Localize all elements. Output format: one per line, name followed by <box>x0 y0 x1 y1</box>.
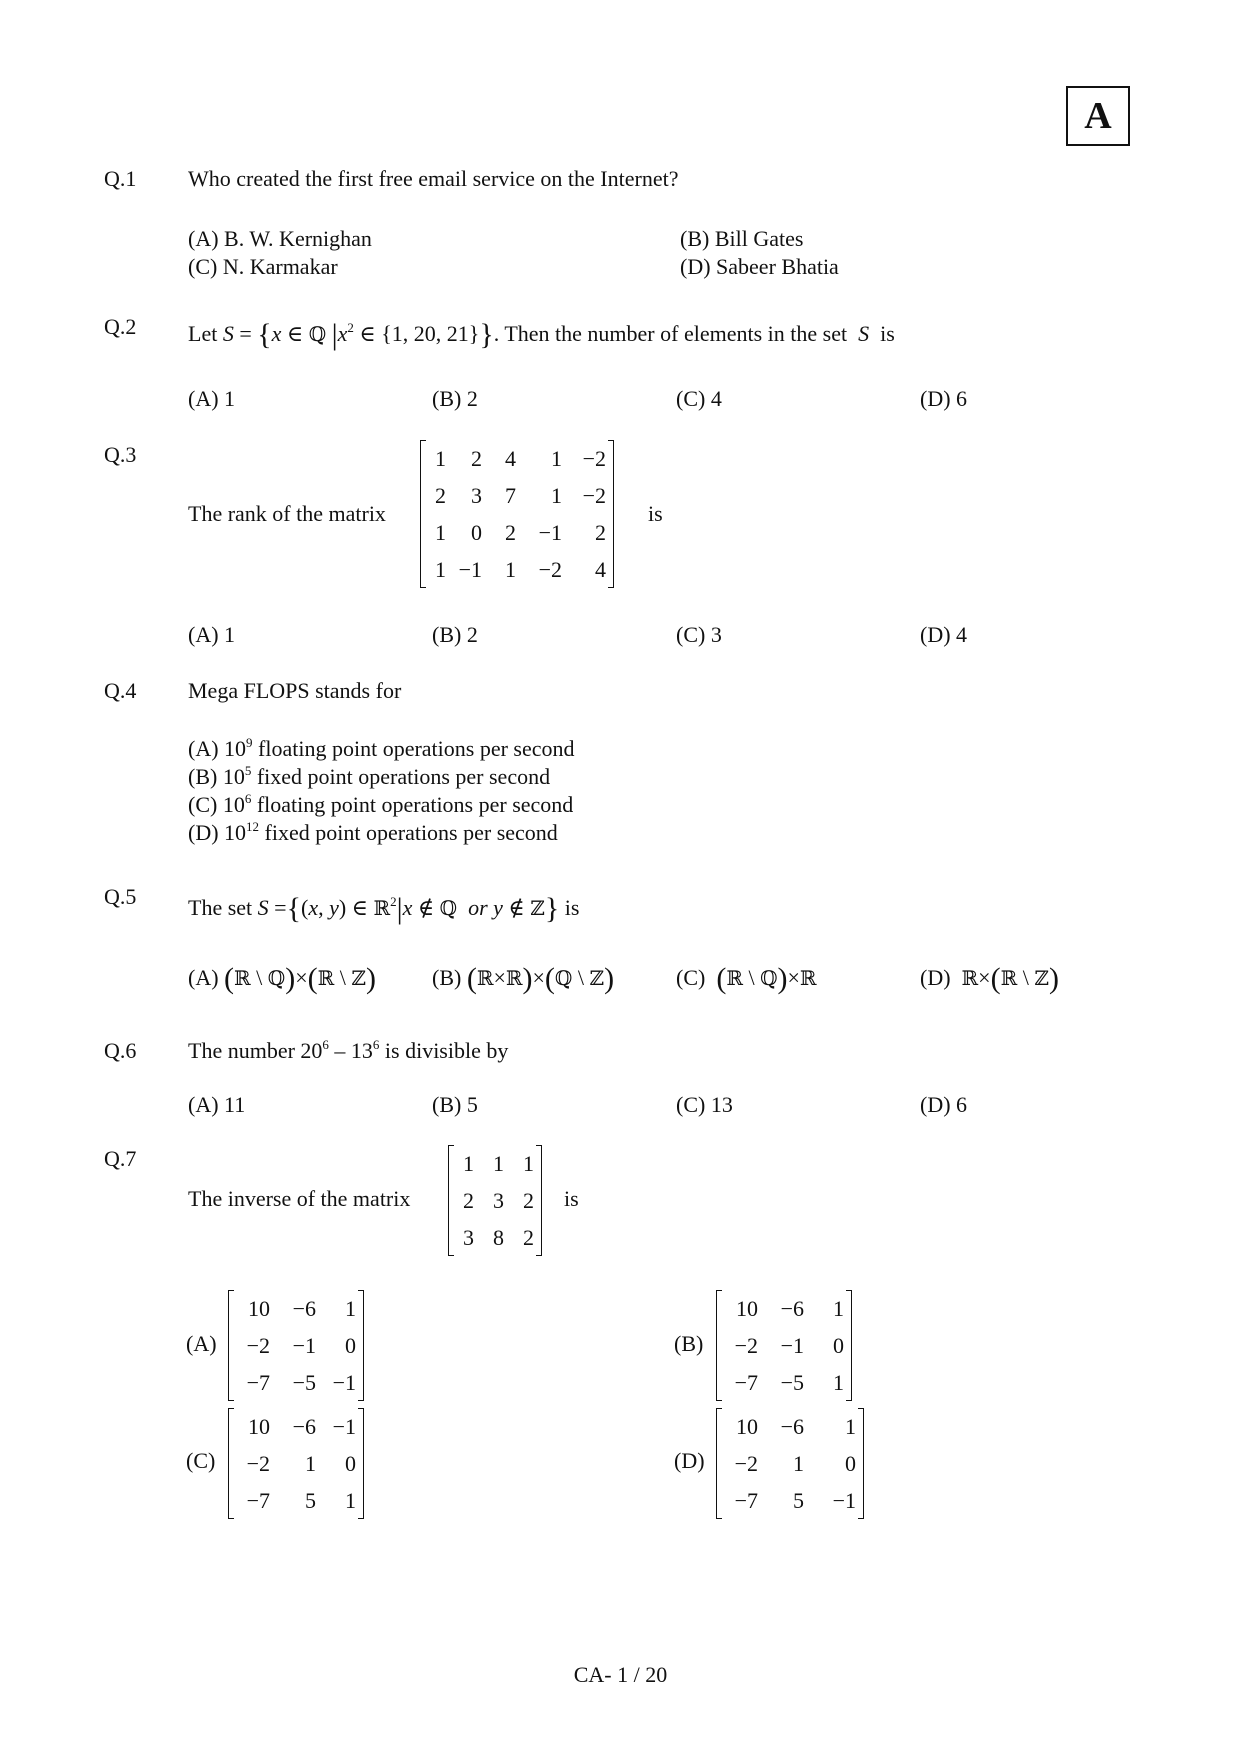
matrix-cell: 1 <box>793 1451 804 1476</box>
matrix-cell: −7 <box>734 1488 758 1513</box>
matrix-cell: −1 <box>458 557 482 582</box>
matrix-cell: 10 <box>736 1296 758 1321</box>
q6-number: Q.6 <box>104 1038 137 1063</box>
matrix-cell: −1 <box>292 1333 316 1358</box>
q1-option-c: (C) N. Karmakar <box>188 254 338 279</box>
matrix-row <box>456 1182 534 1219</box>
matrix-row <box>236 1364 356 1401</box>
matrix-cell: −5 <box>780 1370 804 1395</box>
matrix-row <box>236 1482 356 1519</box>
q5-option-d: (D) ℝ×(ℝ \ ℤ) <box>920 962 1059 995</box>
q2-suffix: . Then the number of elements in the set <box>493 321 848 346</box>
matrix-row <box>428 440 606 477</box>
matrix-cell: −6 <box>780 1414 804 1439</box>
q1-text: Who created the first free email service on the Internet? <box>188 166 679 191</box>
matrix-cell: −6 <box>292 1296 316 1321</box>
matrix-cell: 1 <box>435 446 446 471</box>
matrix-cell: 0 <box>471 520 482 545</box>
matrix-cell: 5 <box>793 1488 804 1513</box>
q4-option-b: (B) $10^5$ fixed point operations per second <box>188 763 551 789</box>
question-set-box <box>1066 86 1130 146</box>
matrix-cell: 1 <box>493 1151 504 1176</box>
q3-option-c: (C) 3 <box>676 622 722 647</box>
q6-option-a: (A) 11 <box>188 1092 246 1117</box>
q2-option-c: (C) 4 <box>676 386 722 411</box>
q3-matrix <box>420 440 614 588</box>
q3-number: Q.3 <box>104 442 137 467</box>
matrix-row <box>236 1408 356 1445</box>
q2-end: is <box>880 321 895 346</box>
matrix-cell: 3 <box>463 1225 474 1250</box>
matrix-row <box>236 1445 356 1482</box>
matrix-cell: 1 <box>435 557 446 582</box>
q7-option-d-label: (D) <box>674 1448 705 1473</box>
matrix-cell: −7 <box>734 1370 758 1395</box>
matrix-cell: 0 <box>345 1333 356 1358</box>
matrix-cell: 8 <box>493 1225 504 1250</box>
q2-prefix: Let <box>188 321 218 346</box>
matrix-cell: 2 <box>463 1188 474 1213</box>
matrix-cell: 2 <box>595 520 606 545</box>
q1-number: Q.1 <box>104 166 137 191</box>
matrix-cell: −1 <box>780 1333 804 1358</box>
matrix-cell: 1 <box>551 483 562 508</box>
q2-option-d: (D) 6 <box>920 386 968 411</box>
q4-option-a: (A) $10^9$ floating point operations per second <box>188 735 575 761</box>
page-footer: CA- 1 / 20 <box>573 1662 668 1687</box>
matrix-cell: −2 <box>538 557 562 582</box>
q7-option-c-label: (C) <box>186 1448 216 1473</box>
matrix-cell: 2 <box>505 520 516 545</box>
matrix-cell: 4 <box>505 446 516 471</box>
q2-text: Let S = {x ∈ ℚ $|x^2$ ∈ {1, 20, 21}}. Then the number of elements in the set S is <box>188 318 895 351</box>
matrix-cell: 0 <box>345 1451 356 1476</box>
matrix-row <box>724 1445 856 1482</box>
q5-option-c: (C) (ℝ \ ℚ)×ℝ <box>676 962 817 995</box>
q1-option-d: (D) Sabeer Bhatia <box>680 254 839 279</box>
matrix-cell: 1 <box>463 1151 474 1176</box>
q5-number: Q.5 <box>104 884 137 909</box>
matrix-cell: 1 <box>833 1370 844 1395</box>
q4-number: Q.4 <box>104 678 137 703</box>
matrix-cell: −6 <box>780 1296 804 1321</box>
matrix-row <box>456 1145 534 1182</box>
q5-set-expression: S ={(x, y) ∈ ℝ$^2$|x ∉ ℚ or y ∉ ℤ} <box>257 892 560 925</box>
q7-option-b-label: (B) <box>674 1331 704 1356</box>
q5-text: The set S ={(x, y) ∈ ℝ$^2$|x ∉ ℚ or y ∉ ℤ} is <box>188 892 580 925</box>
q3-end: is <box>648 501 663 526</box>
matrix-row <box>724 1482 856 1519</box>
q7-number: Q.7 <box>104 1146 137 1171</box>
matrix-cell: 3 <box>471 483 482 508</box>
matrix-cell: 1 <box>305 1451 316 1476</box>
matrix-cell: 1 <box>845 1414 856 1439</box>
matrix-cell: −1 <box>832 1488 856 1513</box>
matrix-cell: 0 <box>833 1333 844 1358</box>
matrix-cell: 1 <box>833 1296 844 1321</box>
q3-option-a: (A) 1 <box>188 622 236 647</box>
matrix-row <box>456 1219 534 1256</box>
matrix-row <box>428 477 606 514</box>
q4-option-d: (D) $10^{12}$ fixed point operations per second <box>188 819 558 845</box>
q4-option-c: (C) $10^6$ floating point operations per second <box>188 791 574 817</box>
q2-number: Q.2 <box>104 314 137 339</box>
q7-option-a-label: (A) <box>186 1331 217 1356</box>
matrix-cell: 1 <box>551 446 562 471</box>
matrix-cell: −2 <box>246 1333 270 1358</box>
q7-matrix <box>448 1145 542 1256</box>
q4-text: Mega FLOPS stands for <box>188 678 402 703</box>
q7-option-d-matrix <box>716 1408 864 1519</box>
matrix-cell: −1 <box>332 1414 356 1439</box>
q1-option-b: (B) Bill Gates <box>680 226 804 251</box>
matrix-cell: −6 <box>292 1414 316 1439</box>
q7-option-c-matrix <box>228 1408 364 1519</box>
q3-text: The rank of the matrix <box>188 501 386 526</box>
matrix-row <box>724 1364 844 1401</box>
q2-option-a: (A) 1 <box>188 386 236 411</box>
matrix-cell: 10 <box>736 1414 758 1439</box>
matrix-cell: 7 <box>505 483 516 508</box>
matrix-row <box>236 1327 356 1364</box>
matrix-cell: 5 <box>305 1488 316 1513</box>
q1-option-a: (A) B. W. Kernighan <box>188 226 372 251</box>
matrix-cell: 10 <box>248 1296 270 1321</box>
matrix-cell: 1 <box>523 1151 534 1176</box>
matrix-cell: 1 <box>345 1488 356 1513</box>
matrix-cell: 2 <box>523 1225 534 1250</box>
matrix-cell: −1 <box>538 520 562 545</box>
q5-option-a: (A) (ℝ \ ℚ)×(ℝ \ ℤ) <box>188 962 376 995</box>
q6-option-d: (D) 6 <box>920 1092 968 1117</box>
q2-option-b: (B) 2 <box>432 386 478 411</box>
matrix-row <box>724 1408 856 1445</box>
matrix-row <box>724 1327 844 1364</box>
matrix-cell: −7 <box>246 1488 270 1513</box>
matrix-row <box>236 1290 356 1327</box>
matrix-cell: −2 <box>582 446 606 471</box>
q6-option-c: (C) 13 <box>676 1092 733 1117</box>
q3-option-d: (D) 4 <box>920 622 968 647</box>
matrix-cell: −2 <box>734 1333 758 1358</box>
q3-matrix-table <box>428 440 606 588</box>
matrix-cell: −7 <box>246 1370 270 1395</box>
matrix-row <box>428 514 606 551</box>
matrix-cell: 1 <box>505 557 516 582</box>
matrix-cell: −2 <box>246 1451 270 1476</box>
matrix-cell: 3 <box>493 1188 504 1213</box>
q7-end: is <box>564 1186 579 1211</box>
matrix-cell: −2 <box>734 1451 758 1476</box>
matrix-cell: 1 <box>345 1296 356 1321</box>
matrix-cell: 2 <box>523 1188 534 1213</box>
set-letter: A <box>1084 95 1112 137</box>
matrix-row <box>428 551 606 588</box>
q7-option-b-matrix <box>716 1290 852 1401</box>
matrix-cell: −5 <box>292 1370 316 1395</box>
matrix-cell: −2 <box>582 483 606 508</box>
matrix-cell: 4 <box>595 557 606 582</box>
matrix-cell: 1 <box>435 520 446 545</box>
matrix-row <box>724 1290 844 1327</box>
q5-option-b: (B) (ℝ×ℝ)×(ℚ \ ℤ) <box>432 962 615 995</box>
q3-option-b: (B) 2 <box>432 622 478 647</box>
q6-option-b: (B) 5 <box>432 1092 478 1117</box>
matrix-cell: 2 <box>435 483 446 508</box>
q7-text: The inverse of the matrix <box>188 1186 411 1211</box>
matrix-cell: 2 <box>471 446 482 471</box>
matrix-cell: 0 <box>845 1451 856 1476</box>
matrix-cell: −1 <box>332 1370 356 1395</box>
q7-matrix-table <box>456 1145 534 1256</box>
q2-set-expression: S = {x ∈ ℚ $|x^2$ ∈ {1, 20, 21}} <box>222 318 494 351</box>
q6-text: The number $20^6 - 13^6$ is divisible by <box>188 1037 509 1063</box>
q7-option-a-matrix <box>228 1290 364 1401</box>
matrix-cell: 10 <box>248 1414 270 1439</box>
